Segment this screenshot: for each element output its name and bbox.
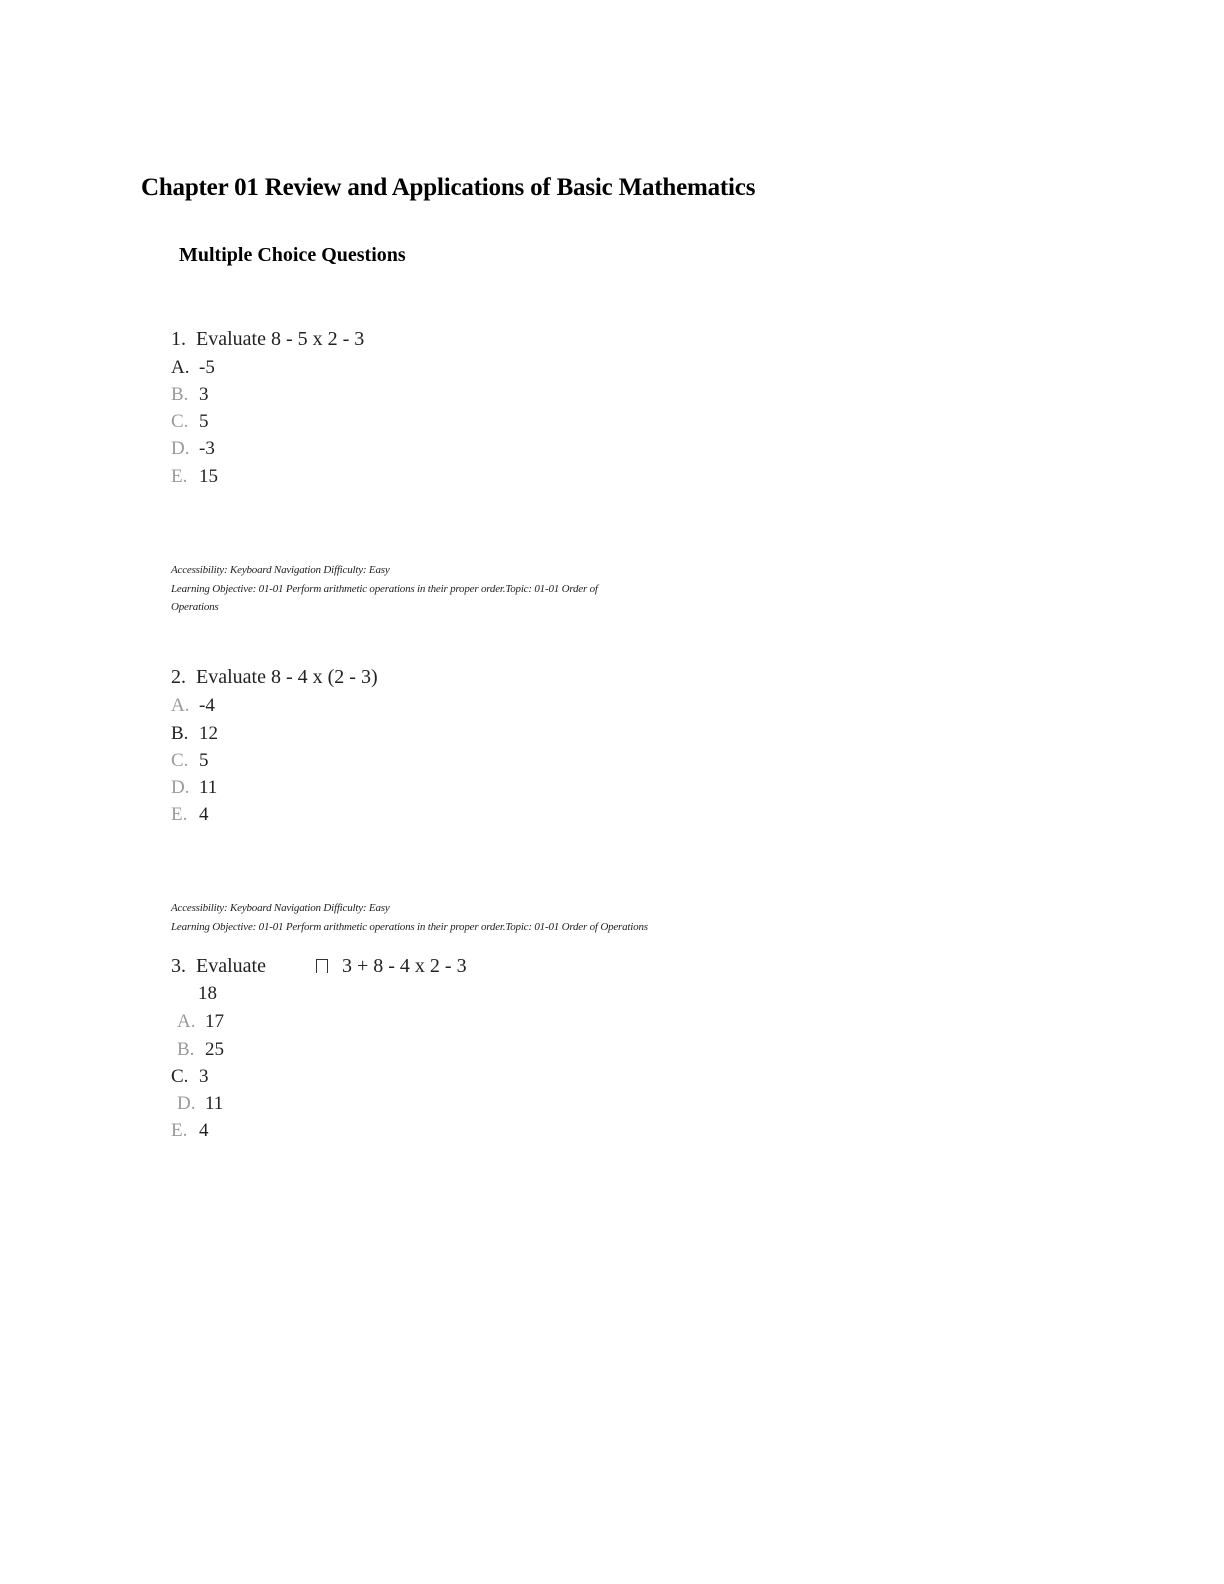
- question-2-meta-line-2: Learning Objective: 01-01 Perform arithmetic operations in their proper order.Topic: 01-01 Order of Operations: [171, 921, 648, 933]
- option-text: 3: [199, 1066, 209, 1087]
- option-letter: E.: [171, 804, 188, 825]
- question-prompt: Evaluate 8 - 4 x (2 - 3): [196, 666, 378, 688]
- option-c[interactable]: [171, 411, 209, 433]
- question-1-meta-line-2: Learning Objective: 01-01 Perform arithmetic operations in their proper order.Topic: 01-01 Order of: [171, 583, 598, 595]
- option-letter: B.: [177, 1039, 195, 1060]
- option-c[interactable]: [171, 750, 209, 772]
- option-text: 5: [199, 750, 209, 771]
- question-number: 1.: [171, 328, 186, 350]
- option-letter: C.: [171, 1066, 189, 1087]
- option-e[interactable]: [171, 1120, 209, 1142]
- question-1-meta-line-3: Operations: [171, 601, 219, 613]
- option-a[interactable]: [171, 357, 215, 379]
- option-text: 12: [199, 723, 218, 744]
- option-d[interactable]: [171, 777, 217, 799]
- option-letter: D.: [177, 1093, 196, 1114]
- option-letter: B.: [171, 723, 189, 744]
- option-e[interactable]: [171, 804, 209, 826]
- question-number: 3.: [171, 955, 186, 977]
- option-letter: C.: [171, 411, 189, 432]
- option-text: 4: [199, 1120, 209, 1141]
- option-d[interactable]: [171, 438, 215, 460]
- question-2: [171, 666, 378, 689]
- option-letter: A.: [171, 357, 190, 378]
- option-letter: D.: [171, 438, 190, 459]
- option-c[interactable]: [171, 1066, 209, 1088]
- question-prompt: Evaluate 8 - 5 x 2 - 3: [196, 328, 365, 350]
- option-text: 11: [205, 1093, 224, 1114]
- stray-answer-value: 18: [198, 983, 217, 1004]
- option-letter: B.: [171, 384, 189, 405]
- box-glyph-icon: [316, 959, 328, 973]
- section-title: Multiple Choice Questions: [179, 244, 406, 266]
- option-text: -5: [199, 357, 215, 378]
- option-b[interactable]: [171, 384, 209, 406]
- option-d[interactable]: [177, 1093, 223, 1115]
- question-prompt-expression: 3 + 8 - 4 x 2 - 3: [341, 955, 467, 977]
- option-text: 15: [199, 466, 218, 487]
- option-text: 11: [199, 777, 218, 798]
- option-text: 25: [205, 1039, 224, 1060]
- option-text: -3: [199, 438, 215, 459]
- option-letter: A.: [171, 695, 190, 716]
- option-letter: C.: [171, 750, 189, 771]
- question-prompt-label: Evaluate: [196, 955, 266, 977]
- option-text: 17: [205, 1011, 224, 1032]
- question-number: 2.: [171, 666, 186, 688]
- question-1-meta-line-1: Accessibility: Keyboard Navigation Difficulty: Easy: [171, 564, 390, 576]
- option-a[interactable]: [171, 695, 215, 717]
- question-1: [171, 328, 364, 351]
- option-a[interactable]: [177, 1011, 224, 1033]
- option-text: 5: [199, 411, 209, 432]
- page-title: Chapter 01 Review and Applications of Basic Mathematics: [141, 174, 756, 201]
- option-letter: E.: [171, 1120, 188, 1141]
- question-3: [171, 955, 467, 978]
- option-text: 4: [199, 804, 209, 825]
- option-text: -4: [199, 695, 215, 716]
- option-letter: E.: [171, 466, 188, 487]
- option-b[interactable]: [177, 1039, 224, 1061]
- option-letter: A.: [177, 1011, 196, 1032]
- option-b[interactable]: [171, 723, 218, 745]
- option-text: 3: [199, 384, 209, 405]
- question-2-meta-line-1: Accessibility: Keyboard Navigation Difficulty: Easy: [171, 902, 390, 914]
- option-letter: D.: [171, 777, 190, 798]
- option-e[interactable]: [171, 466, 218, 488]
